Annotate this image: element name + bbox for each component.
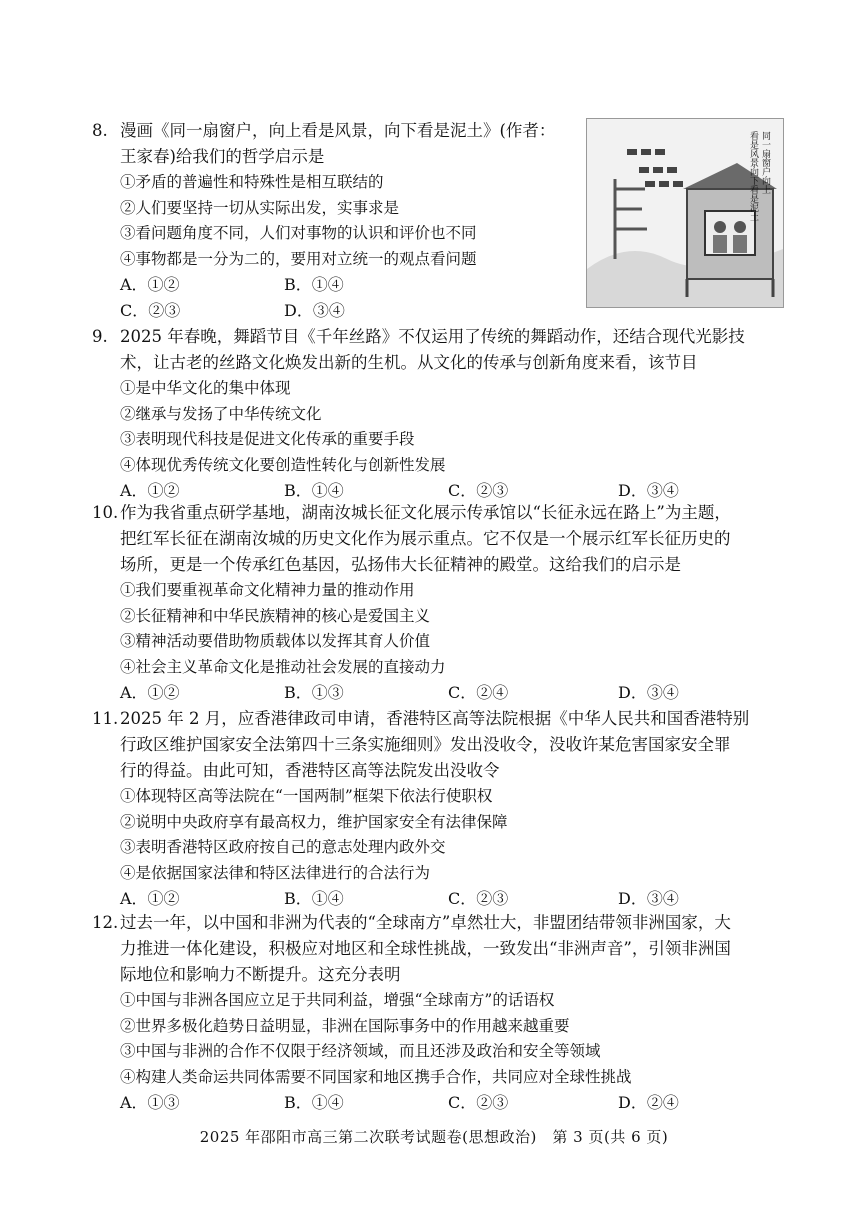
answer-choices — [92, 680, 782, 706]
stem-line: 把红军长征在湖南汝城的历史文化作为展示重点。它不仅是一个展示红军长征历史的 — [120, 529, 731, 548]
option-2: ②世界多极化趋势日益明显，非洲在国际事务中的作用越来越重要 — [120, 1016, 570, 1035]
option-1: ①是中华文化的集中体现 — [120, 379, 291, 397]
question-number: 10. — [92, 503, 119, 522]
choice-a: A．①② — [120, 481, 180, 500]
stem-line: 际地位和影响力不断提升。这充分表明 — [120, 965, 401, 984]
option-4: ④是依据国家法律和特区法律进行的合法行为 — [120, 863, 431, 882]
choice-d: D．③④ — [618, 683, 679, 702]
option-3: ③表明现代科技是促进文化传承的重要手段 — [120, 430, 415, 448]
option-4: ④社会主义革命文化是推动社会发展的直接动力 — [120, 657, 446, 676]
choice-b: B．①③ — [284, 683, 344, 702]
option-3: ③精神活动要借助物质载体以发挥其育人价值 — [120, 632, 431, 650]
option-3: ③看问题角度不同，人们对事物的认识和评价也不同 — [120, 224, 477, 242]
question-number: 11. — [92, 709, 119, 728]
stem-line: 行的得益。由此可知，香港特区高等法院发出没收令 — [120, 761, 500, 780]
choice-c: C．②③ — [448, 1093, 509, 1112]
question-number: 12. — [92, 913, 119, 932]
option-2: ②说明中央政府享有最高权力，维护国家安全有法律保障 — [120, 812, 508, 831]
stem-line: 王家春)给我们的哲学启示是 — [120, 147, 325, 166]
choice-c: C．②③ — [120, 301, 181, 320]
choice-c: C．②④ — [448, 683, 509, 702]
choice-a: A．①② — [120, 889, 180, 908]
stem-line: 作为我省重点研学基地，湖南汝城长征文化展示传承馆以“长征永远在路上”为主题， — [120, 503, 731, 522]
option-4: ④构建人类命运共同体需要不同国家和地区携手合作，共同应对全球性挑战 — [120, 1067, 632, 1086]
stem-line: 2025 年春晚，舞蹈节目《千年丝路》不仅运用了传统的舞蹈动作，还结合现代光影技 — [120, 327, 745, 346]
question-9 — [92, 324, 782, 504]
option-2: ②继承与发扬了中华传统文化 — [120, 404, 322, 423]
cartoon-caption-right: 同一扇窗户向上 — [760, 131, 770, 194]
choice-d: D．②④ — [618, 1093, 679, 1112]
option-2: ②人们要坚持一切从实际出发，实事求是 — [120, 198, 400, 217]
question-number: 9. — [92, 327, 108, 346]
choice-d: D．③④ — [618, 889, 679, 908]
choice-a: A．①② — [120, 683, 180, 702]
stem-line: 术，让古老的丝路文化焕发出新的生机。从文化的传承与创新角度来看，该节目 — [120, 353, 698, 372]
question-stem — [92, 706, 782, 732]
choice-c: C．②③ — [448, 481, 509, 500]
question-12 — [92, 910, 782, 1116]
option-3: ③表明香港特区政府按自己的意志处理内政外交 — [120, 838, 446, 856]
option-1: ①矛盾的普遍性和特殊性是相互联结的 — [120, 173, 384, 191]
choice-a: A．①② — [120, 275, 180, 294]
option-1: ①中国与非洲各国应立足于共同利益，增强“全球南方”的话语权 — [120, 991, 555, 1009]
choice-b: B．①④ — [284, 889, 344, 908]
cartoon-illustration — [587, 119, 783, 307]
stem-line: 场所，更是一个传承红色基因，弘扬伟大长征精神的殿堂。这给我们的启示是 — [120, 555, 681, 574]
stem-line: 力推进一体化建设，积极应对地区和全球性挑战，一致发出“非洲声音”，引领非洲国 — [120, 939, 731, 958]
choice-c: C．②③ — [448, 889, 509, 908]
choice-d: D．③④ — [618, 481, 679, 500]
question-number: 8. — [92, 121, 108, 140]
question-stem — [92, 324, 782, 350]
stem-line: 漫画《同一扇窗户，向上看是风景，向下看是泥土》(作者： — [120, 121, 556, 140]
answer-choices — [92, 1090, 782, 1116]
choice-b: B．①④ — [284, 275, 344, 294]
stem-line: 行政区维护国家安全法第四十三条实施细则》发出没收令，没收许某危害国家安全罪 — [120, 735, 731, 754]
stem-line: 过去一年，以中国和非洲为代表的“全球南方”卓然壮大，非盟团结带领非洲国家，大 — [120, 913, 731, 932]
option-4: ④事物都是一分为二的，要用对立统一的观点看问题 — [120, 249, 477, 268]
stem-line: 2025 年 2 月，应香港律政司申请，香港特区高等法院根据《中华人民共和国香港特别 — [120, 709, 750, 728]
choice-b: B．①④ — [284, 1093, 344, 1112]
choice-a: A．①③ — [120, 1093, 180, 1112]
question-11 — [92, 706, 782, 912]
option-1: ①体现特区高等法院在“一国两制”框架下依法行使职权 — [120, 787, 493, 805]
answer-choices — [92, 886, 782, 912]
choice-b: B．①④ — [284, 481, 344, 500]
question-stem — [92, 500, 782, 526]
question-stem — [92, 910, 782, 936]
cartoon-image — [586, 118, 784, 308]
cartoon-caption-left: 看是风景向下看是泥土 — [748, 131, 758, 221]
option-3: ③中国与非洲的合作不仅限于经济领域，而且还涉及政治和安全等领域 — [120, 1042, 601, 1060]
choice-d: D．③④ — [284, 301, 345, 320]
option-4: ④体现优秀传统文化要创造性转化与创新性发展 — [120, 455, 446, 474]
option-1: ①我们要重视革命文化精神力量的推动作用 — [120, 581, 415, 599]
question-10 — [92, 500, 782, 706]
page-footer: 2025 年邵阳市高三第二次联考试题卷(思想政治) 第 3 页(共 6 页) — [199, 1128, 669, 1146]
option-2: ②长征精神和中华民族精神的核心是爱国主义 — [120, 606, 431, 625]
